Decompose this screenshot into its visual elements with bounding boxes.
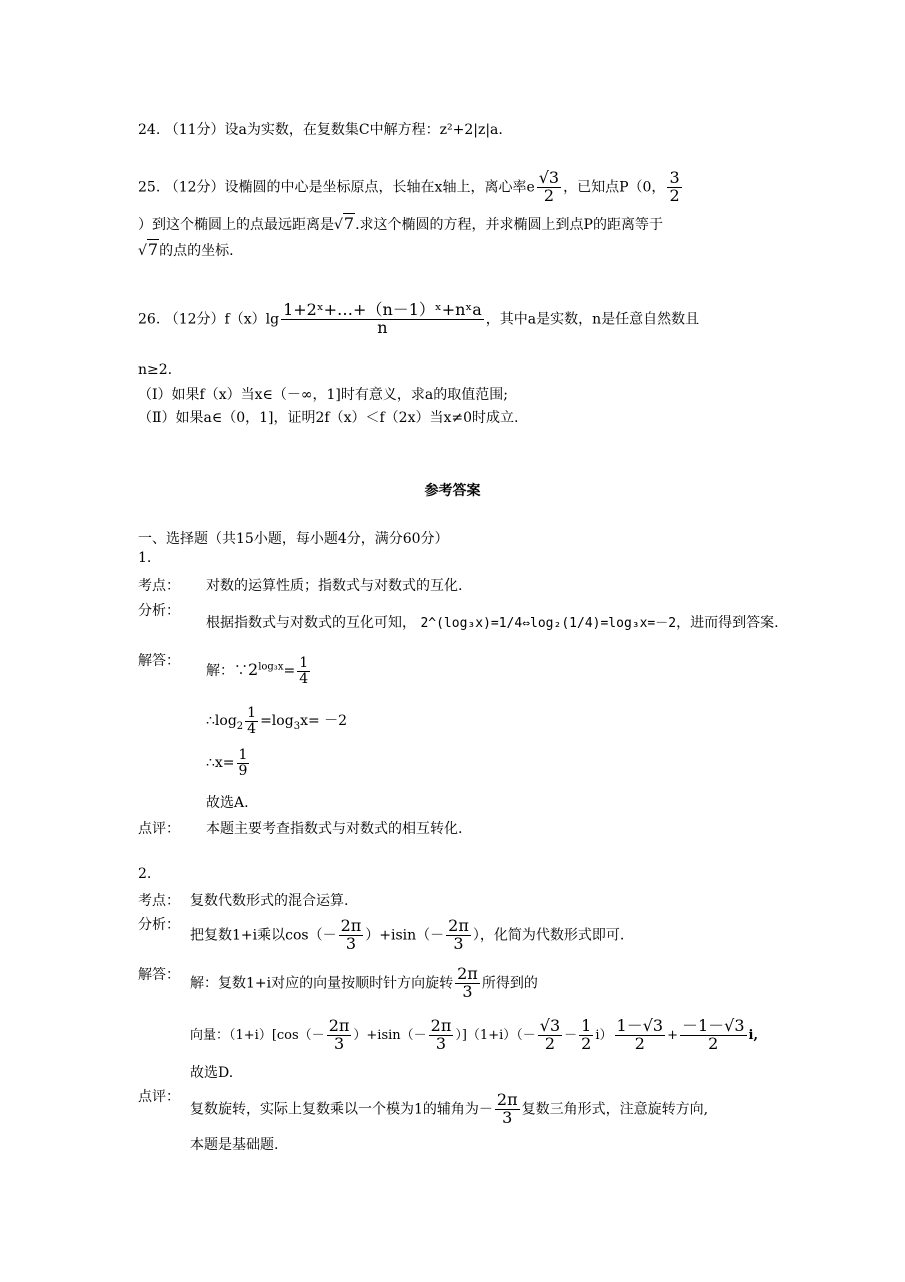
question-number: 24.: [138, 122, 161, 138]
kaodian-text: 复数代数形式的混合运算.: [190, 893, 349, 909]
question-number: 25.: [138, 179, 161, 196]
jieda-line-2: 向量：（1+i）[cos（－ $\frac{2\pi}{3}$ ）+isin（－ $\frac{2\pi}{3}$ ）]（1+i）（－ $\frac{√3}{2}$ － $\frac{1}{2}$ i） $\frac{1-√3}{2}$ + $\frac{-1-√3}{2}$ i,: [190, 1016, 759, 1053]
fenxi-label: 分析：: [138, 603, 180, 619]
question-points: （11分）: [164, 122, 225, 138]
ninth-fraction: $\frac{1}{9}$: [238, 747, 248, 779]
question-25-line3: √7的点的坐标.: [138, 240, 234, 259]
question-text: 设a为实数，在复数集C中解方程：z²+2|z|a.: [224, 122, 503, 138]
question-points: （12分）: [164, 179, 225, 196]
question-25: [138, 170, 684, 205]
dianping-text: 本题主要考查指数式与对数式的相互转化.: [206, 821, 463, 837]
question-26-line2: n≥2.: [138, 362, 173, 378]
jieda-line-3: 故选D.: [190, 1065, 234, 1081]
dianping-line-1: 复数旋转，实际上复数乘以一个模为1的辅角为－ $\frac{2\pi}{3}$ 复数三角形式，注意旋转方向,: [190, 1090, 709, 1127]
fenxi-expression: 2^(log₃x)=1/4⇔log₂(1/4)=log₃x=－2: [420, 616, 677, 631]
quarter-fraction: $\frac{1}{4}$: [299, 655, 309, 687]
result-imag-part: $\frac{-1-√3}{2}$: [681, 1016, 745, 1053]
quarter-fraction: $\frac{1}{4}$: [247, 705, 257, 737]
question-25-line2: ）到这个椭圆上的点最远距离是√7.求这个椭圆的方程，并求椭圆上到点P的距离等于: [138, 214, 663, 233]
solution-step-2: $\therefore\log_2$ $\frac{1}{4}$ $=\log_3x= -2$: [206, 705, 348, 737]
question-text: ，已知点P（0，: [563, 179, 666, 196]
half-fraction: $\frac{1}{2}$: [581, 1016, 592, 1053]
fenxi-text: 根据指数式与对数式的互化可知， 2^(log₃x)=1/4⇔log₂(1/4)=log₃x=－2，进而得到答案.: [206, 615, 779, 631]
sqrt-seven: 7: [147, 240, 159, 259]
two-pi-over-three: $\frac{2\pi}{3}$: [328, 1016, 350, 1053]
question-points: （12分）: [164, 311, 225, 328]
answers-title: 参考答案: [424, 483, 481, 499]
section-heading: 一、选择题（共15小题，每小题4分，满分60分）: [138, 531, 449, 547]
solution-step-4: 故选A.: [206, 795, 249, 811]
dianping-label: 点评：: [138, 1089, 180, 1105]
question-26-part2: （Ⅱ）如果a∈（0，1]，证明2f（x）＜f（2x）当x≠0时成立.: [138, 410, 519, 426]
question-text: 设椭圆的中心是坐标原点，长轴在x轴上，离心率e: [224, 179, 535, 196]
fenxi-label: 分析：: [138, 917, 180, 933]
result-real-part: $\frac{1-√3}{2}$: [616, 1016, 664, 1053]
question-number: 26.: [138, 311, 161, 328]
kaodian-label: 考点：: [138, 578, 180, 594]
dianping-line-2: 本题是基础题.: [190, 1137, 279, 1153]
point-fraction: $\frac{3}{2}$: [669, 168, 680, 205]
question-26-part1: （Ⅰ）如果f（x）当x∈（－∞，1]时有意义，求a的取值范围;: [138, 387, 508, 403]
sqrt3-over-2: $\frac{√3}{2}$: [539, 1016, 561, 1053]
solution-step-3: ∴x= $\frac{1}{9}$: [206, 747, 248, 779]
eccentricity-fraction: $\frac{√3}{2}$: [538, 168, 560, 205]
log-argument-fraction: $\frac{\text{1+2ˣ+…+（n－1）ˣ+nˣa}}{n}$: [283, 300, 482, 337]
two-pi-over-three: $\frac{2\pi}{3}$: [448, 916, 469, 953]
kaodian-label: 考点：: [138, 893, 180, 909]
jieda-line-1: 解：复数1+i对应的向量按顺时针方向旋转 $\frac{2\pi}{3}$ 所得到的: [190, 964, 538, 1001]
jieda-label: 解答：: [138, 967, 180, 983]
fenxi-text: 把复数1+i乘以cos（－ $\frac{2\pi}{3}$ ）+isin（－ $\frac{2\pi}{3}$ ），化简为代数形式即可.: [190, 916, 625, 953]
dianping-label: 点评：: [138, 821, 180, 837]
two-pi-over-three: $\frac{2\pi}{3}$: [496, 1090, 518, 1127]
jieda-label: 解答：: [138, 653, 180, 669]
two-pi-over-three: $\frac{2\pi}{3}$: [457, 964, 478, 1001]
question-26: 26. （12分）f（x）lg $\frac{\text{1+2ˣ+…+（n－1）ˣ+nˣa}}{n}$ ，其中a是实数，n是任意自然数且: [138, 300, 700, 337]
answer-1-number: 1.: [138, 550, 152, 566]
two-pi-over-three: $\frac{2\pi}{3}$: [430, 1016, 452, 1053]
question-24: [138, 119, 503, 139]
solution-step-1: 解：$\because 2^{log_3x}=$ $\frac{1}{4}$: [206, 655, 309, 687]
answer-2-number: 2.: [138, 866, 152, 882]
kaodian-text: 对数的运算性质；指数式与对数式的互化.: [206, 578, 463, 594]
two-pi-over-three: $\frac{2\pi}{3}$: [340, 916, 362, 953]
sqrt-seven: 7: [343, 214, 355, 233]
